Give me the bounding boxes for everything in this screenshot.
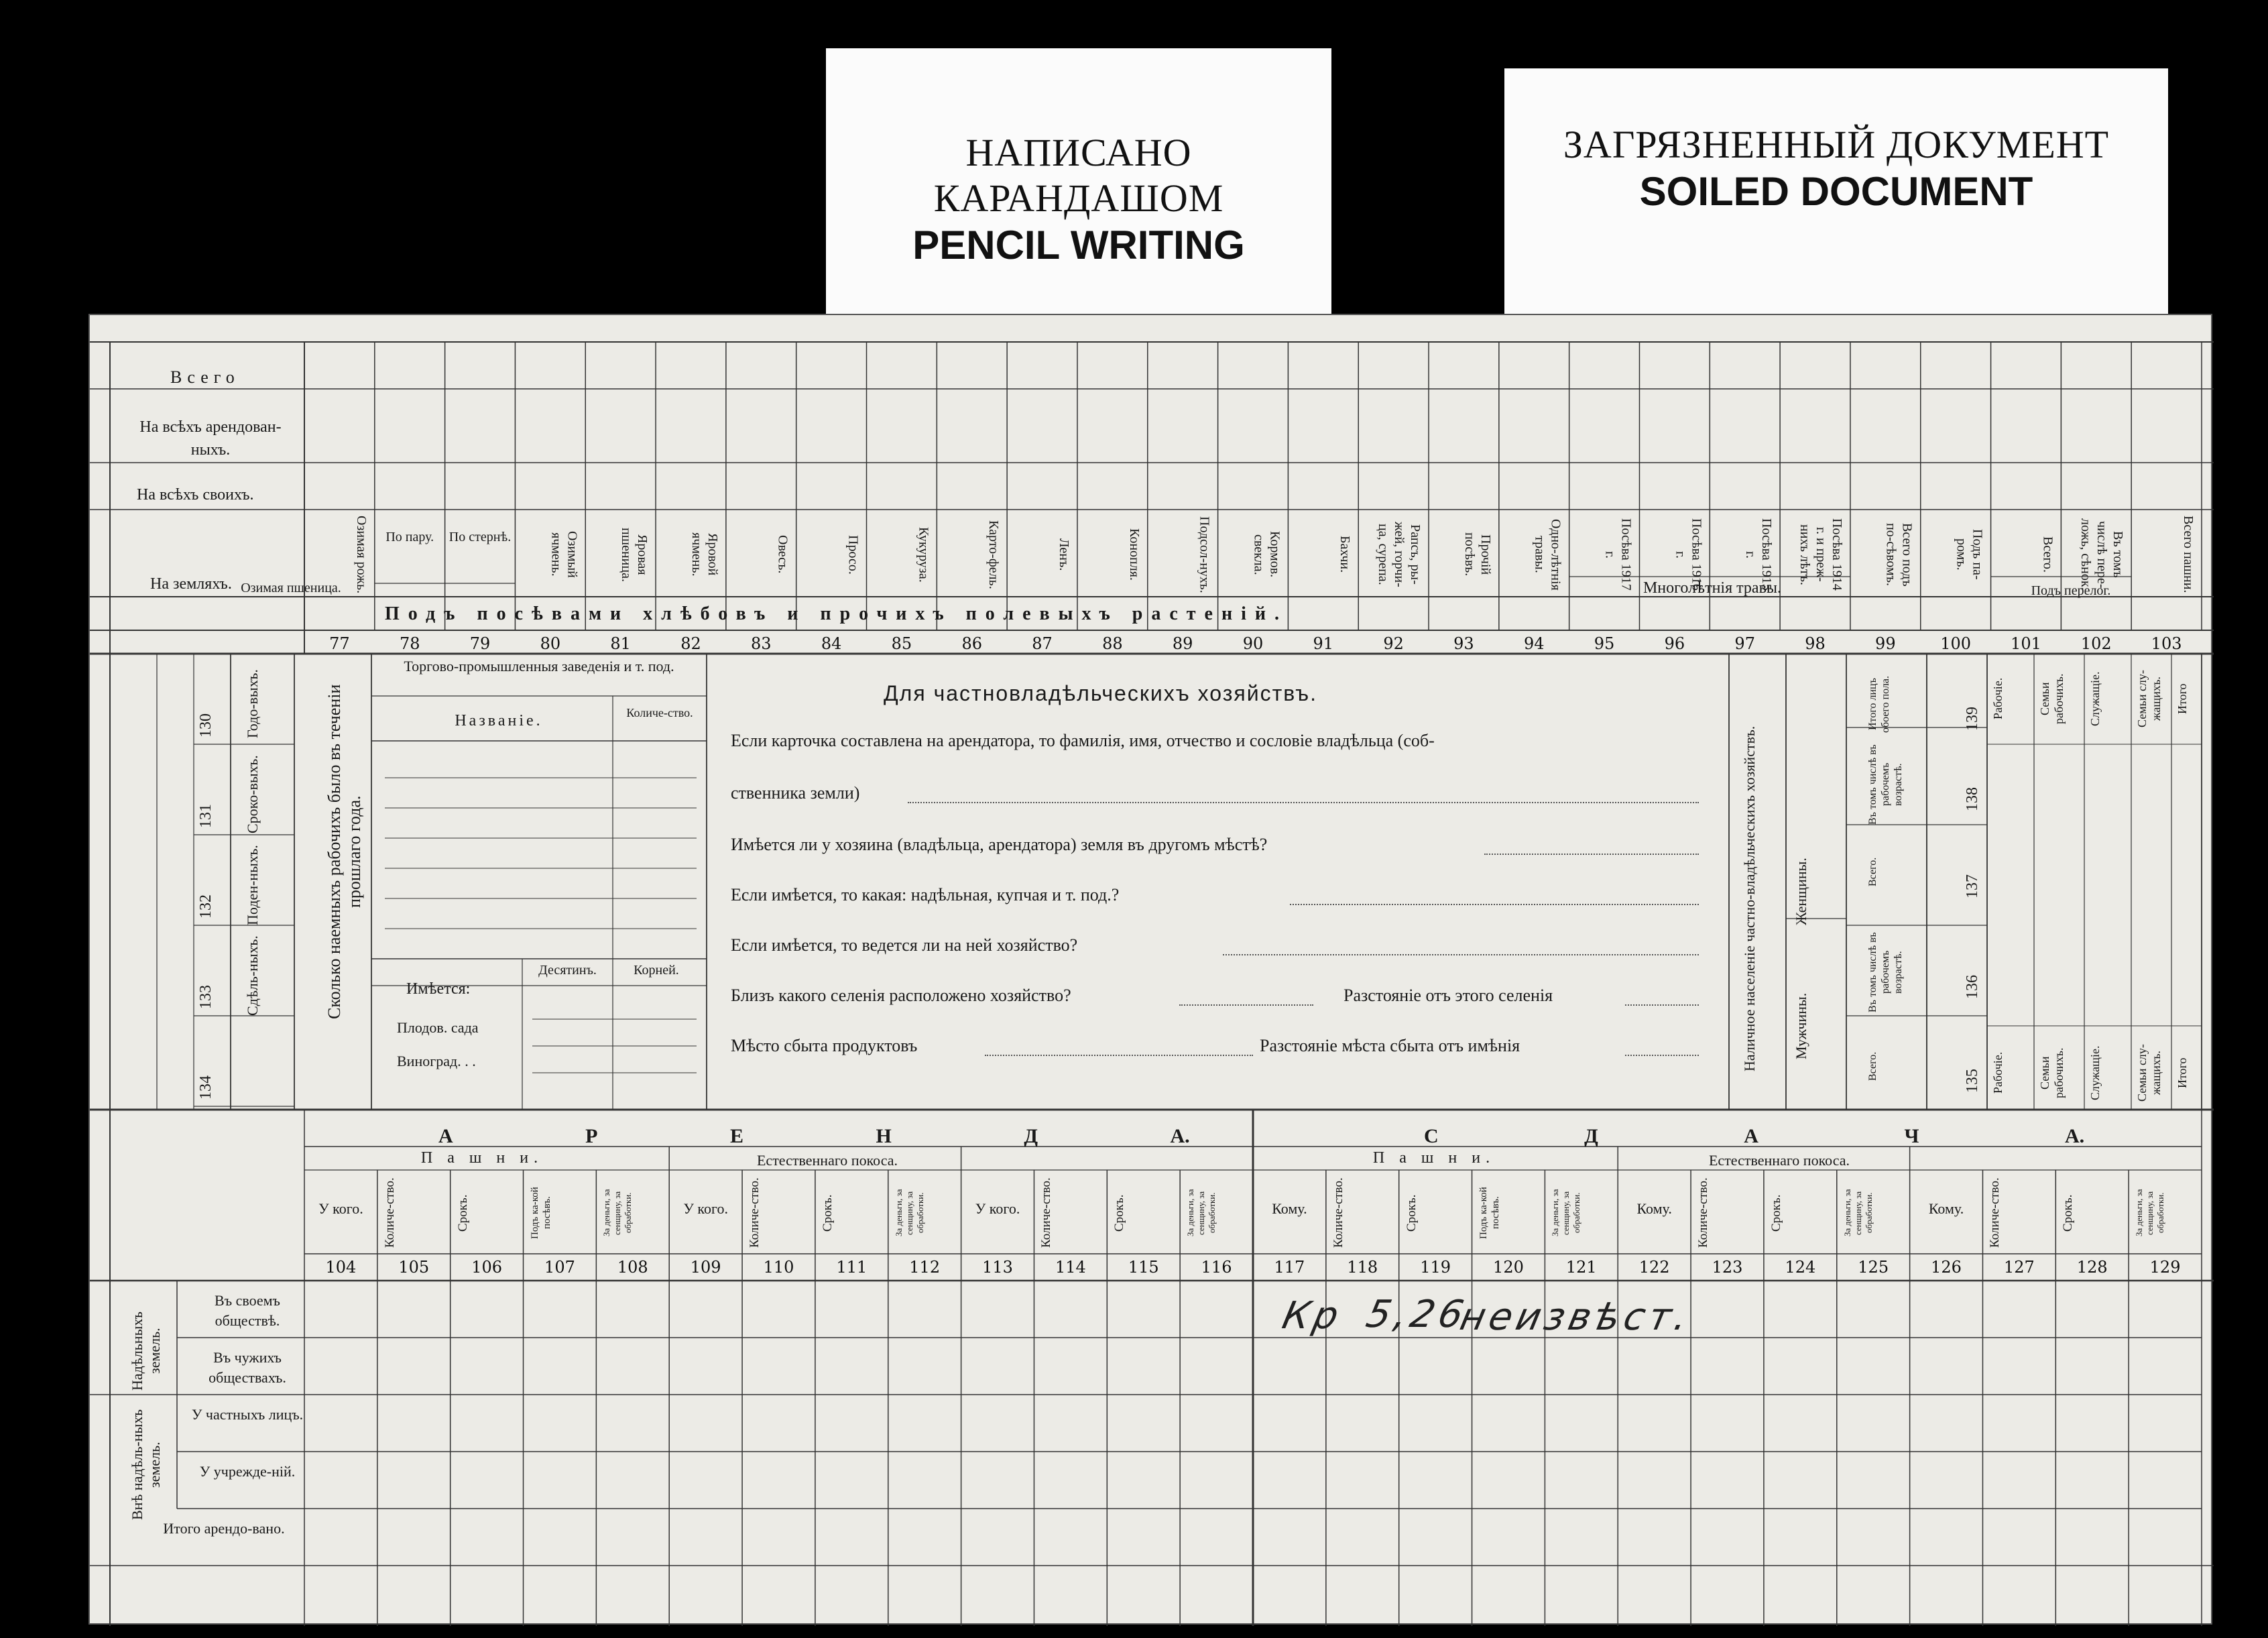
top-col-4: Озимый ячмень. — [548, 531, 580, 578]
bottom-num-125: 125 — [1858, 1258, 1889, 1277]
answer-line-2[interactable] — [1484, 854, 1699, 855]
sdacha-pokos: Естественнаго покоса. — [1708, 1152, 1850, 1169]
top-col-5: Яровая пшеница. — [619, 527, 650, 582]
top-num-82: 82 — [680, 634, 701, 653]
bottom-num-117: 117 — [1274, 1258, 1305, 1277]
top-col-8: Просо. — [845, 534, 861, 575]
bottom-col-11-kol: Количе-ство. — [1039, 1177, 1054, 1248]
top-col-2: По пару. — [385, 530, 434, 544]
bottom-num-105: 105 — [398, 1258, 430, 1277]
perelog-label: Подъ перелог. — [2031, 583, 2111, 598]
bottom-col-15-kol: Количе-ство. — [1331, 1177, 1346, 1248]
bottom-num-112: 112 — [909, 1258, 941, 1277]
question-owner-2: ственника земли) — [731, 783, 860, 803]
bottom-col-5-za_den: За деньги, за сенщину, за обработки. — [601, 1189, 634, 1237]
right-col-top-5: Итого — [2175, 683, 2189, 714]
desyat-header: Десятинъ. — [538, 963, 597, 978]
hired-col-num-132: 132 — [197, 894, 215, 919]
top-num-102: 102 — [2080, 634, 2112, 653]
bottom-num-123: 123 — [1712, 1258, 1743, 1277]
trade-qty-header: Количе-ство. — [626, 706, 693, 719]
right-col-bot-3: Служащіе. — [2088, 1045, 2102, 1100]
bottom-col-16-srok: Срокъ. — [1404, 1194, 1419, 1232]
top-col-22: Посѣва 1914 г. и преж-нихъ лѣтъ. — [1797, 518, 1844, 591]
trade-title: Торгово-промышленныя заведенія и т. под. — [404, 658, 674, 675]
top-num-101: 101 — [2011, 634, 2041, 653]
bottom-col-12-srok: Срокъ. — [1112, 1194, 1127, 1232]
bottom-col-18-za_den: За деньги, за сенщину, за обработки. — [1550, 1189, 1582, 1237]
bottom-num-116: 116 — [1201, 1258, 1232, 1277]
row-label-svoikh: На всѣхъ своихъ. — [137, 486, 254, 504]
row-uchrezhd: У учрежде-ній. — [199, 1463, 296, 1480]
hired-col-num-133: 133 — [197, 985, 215, 1009]
top-num-99: 99 — [1875, 634, 1896, 653]
bottom-num-119: 119 — [1420, 1258, 1451, 1277]
arenda-pashni: П а ш н и. — [420, 1149, 544, 1167]
bottom-num-124: 124 — [1785, 1258, 1816, 1277]
hired-col-130: Годо-выхъ. — [244, 669, 261, 739]
bottom-col-6-ukogo: У кого. — [683, 1200, 728, 1217]
bottom-col-4-pod_kakoy: Подъ ка-кой посѣвъ. — [529, 1187, 552, 1239]
top-num-87: 87 — [1032, 634, 1053, 653]
population-label: Наличное населеніе частно-владѣльческихъ хозяйствъ. — [1741, 725, 1758, 1071]
sdacha-title: С Д А Ч А. — [1424, 1125, 2085, 1147]
posev-band-title: Подъ посѣвами хлѣбовъ и прочихъ полевыхъ растеній. — [385, 603, 1289, 624]
vnenadel-label: Внѣ надѣль-ныхъ земель. — [129, 1409, 163, 1521]
top-num-91: 91 — [1313, 634, 1334, 653]
row-label-arend: На всѣхъ арендован-ныхъ. — [139, 418, 282, 459]
bottom-num-115: 115 — [1128, 1258, 1159, 1277]
answer-line-8[interactable] — [1625, 1055, 1699, 1056]
pop-col-num-136: 136 — [1964, 975, 1981, 999]
bottom-num-107: 107 — [544, 1258, 575, 1277]
pop-col-num-135: 135 — [1964, 1069, 1981, 1093]
right-col-top-4: Семьи слу-жащихъ. — [2135, 670, 2163, 727]
answer-line-7[interactable] — [985, 1055, 1253, 1056]
top-num-78: 78 — [399, 634, 420, 653]
top-num-88: 88 — [1102, 634, 1123, 653]
pop-col-139: Итого лицъ обоего пола. — [1867, 675, 1891, 733]
label-en-line: SOILED DOCUMENT — [1639, 169, 2033, 214]
top-col-11: Ленъ. — [1056, 538, 1071, 571]
question-village-distance: Разстояніе отъ этого селенія — [1344, 986, 1553, 1005]
top-col-16: Рапсъ, ры-жей, горчи-ца, сурепа. — [1376, 522, 1423, 587]
bottom-num-121: 121 — [1565, 1258, 1597, 1277]
question-other-land: Имѣется ли у хозяина (владѣльца, арендатора) земля въ другомъ мѣстѣ? — [731, 835, 1268, 854]
top-num-97: 97 — [1734, 634, 1755, 653]
bottom-col-21-srok: Срокъ. — [1769, 1194, 1783, 1232]
top-col-1: Озимая рожь. — [353, 515, 369, 594]
arenda-title: А Р Е Н Д А. — [438, 1125, 1190, 1147]
top-num-86: 86 — [961, 634, 982, 653]
bottom-col-9-za_den: За деньги, за сенщину, за обработки. — [893, 1189, 925, 1237]
top-num-77: 77 — [329, 634, 350, 653]
top-col-20: Посѣва 1916 г. — [1673, 518, 1704, 591]
pop-col-138: Въ томъ числѣ въ рабочемъ возрастѣ. — [1867, 744, 1904, 825]
mnogolet-label: Многолѣтнія травы. — [1643, 579, 1782, 597]
bottom-col-24-kol: Количе-ство. — [1988, 1177, 2003, 1248]
top-col-21: Посѣва 1915 г. — [1743, 518, 1775, 591]
has-title: Имѣется: — [406, 980, 471, 998]
soiled-document-label — [1504, 68, 2168, 335]
bottom-col-26-za_den: За деньги, за сенщину, за обработки. — [2134, 1189, 2166, 1237]
bottom-col-7-kol: Количе-ство. — [748, 1177, 762, 1248]
top-col-12: Конопля. — [1126, 528, 1142, 581]
top-col-7: Овесъ. — [775, 535, 790, 574]
hired-col-131: Сроко-выхъ. — [244, 755, 261, 834]
top-num-94: 94 — [1523, 634, 1545, 653]
right-col-bot-2: Семьи рабочихъ. — [2038, 1047, 2066, 1098]
top-col-10: Карто-фель. — [986, 520, 1002, 589]
pop-col-num-139: 139 — [1964, 707, 1981, 731]
top-col-18: Одно-лѣтнія травы. — [1532, 518, 1563, 591]
top-num-85: 85 — [891, 634, 912, 653]
top-num-92: 92 — [1383, 634, 1404, 653]
row-itogo: Итого арендо-вано. — [163, 1520, 285, 1537]
orchard-label: Плодов. сада — [397, 1019, 479, 1036]
top-col-19: Посѣва 1917 г. — [1602, 518, 1634, 591]
answer-line-6[interactable] — [1625, 1004, 1699, 1006]
bottom-num-127: 127 — [2003, 1258, 2035, 1277]
bottom-num-110: 110 — [763, 1258, 794, 1277]
bottom-col-3-srok: Срокъ. — [455, 1194, 470, 1232]
bottom-num-111: 111 — [836, 1258, 868, 1277]
top-num-100: 100 — [1940, 634, 1972, 653]
bottom-col-2-kol: Количе-ство. — [382, 1177, 397, 1248]
right-col-bot-1: Рабочіе. — [1991, 1051, 2005, 1094]
men-label: Мужчины. — [1793, 992, 1809, 1059]
top-num-81: 81 — [610, 634, 631, 653]
nadel-label: Надѣльныхъ земель. — [129, 1311, 163, 1391]
bottom-num-113: 113 — [982, 1258, 1013, 1277]
top-col-24: Подъ па-ромъ. — [1954, 529, 1985, 580]
bottom-col-20-kol: Количе-ство. — [1696, 1177, 1711, 1248]
bottom-col-13-za_den: За деньги, за сенщину, за обработки. — [1185, 1189, 1217, 1237]
bottom-num-104: 104 — [325, 1258, 357, 1277]
top-num-83: 83 — [751, 634, 772, 653]
pop-col-135: Всего. — [1867, 1051, 1878, 1081]
bottom-col-25-srok: Срокъ. — [2061, 1194, 2076, 1232]
vineyard-label: Виноград. . . — [397, 1053, 476, 1069]
row-label-zemlyakh: На земляхъ. — [150, 575, 232, 593]
bottom-col-19-komu: Кому. — [1636, 1200, 1672, 1217]
pop-col-num-137: 137 — [1964, 874, 1981, 898]
bottom-col-8-srok: Срокъ. — [820, 1194, 835, 1232]
bottom-num-114: 114 — [1055, 1258, 1086, 1277]
top-num-84: 84 — [821, 634, 842, 653]
top-col-6: Яровой ячмень. — [689, 532, 720, 577]
right-col-top-2: Семьи рабочихъ. — [2038, 673, 2066, 724]
bottom-col-22-za_den: За деньги, за сенщину, за обработки. — [1842, 1189, 1874, 1237]
bottom-num-126: 126 — [1931, 1258, 1962, 1277]
question-owner-1: Если карточка составлена на арендатора, то фамилія, имя, отчество и сословіе владѣльца (соб- — [731, 731, 1435, 750]
ozimaya-pshenitsa-label: Озимая пшеница. — [241, 581, 341, 595]
answer-line-1[interactable] — [908, 802, 1699, 803]
top-num-96: 96 — [1664, 634, 1685, 653]
top-col-15: Бахчи. — [1337, 536, 1353, 573]
right-col-top-3: Служащіе. — [2088, 671, 2102, 726]
question-market-distance: Разстояніе мѣста сбыта отъ имѣнія — [1260, 1036, 1520, 1055]
top-col-27: Всего пашни. — [2180, 516, 2196, 593]
top-col-17: Прочій посѣвъ. — [1461, 532, 1493, 577]
question-village: Близъ какого селенія расположено хозяйство? — [731, 986, 1071, 1005]
census-form-sheet — [88, 314, 2212, 1625]
top-num-80: 80 — [540, 634, 561, 653]
row-chastnykh: У частныхъ лицъ. — [191, 1406, 304, 1423]
bottom-col-14-komu: Кому. — [1272, 1200, 1307, 1217]
pop-col-136: Въ томъ числѣ въ рабочемъ возрастѣ. — [1867, 932, 1904, 1012]
row-svoem: Въ своемъ обществѣ. — [215, 1292, 280, 1329]
right-col-top-1: Рабочіе. — [1991, 677, 2005, 720]
row-label-vsego: Всего — [170, 367, 240, 387]
top-num-98: 98 — [1805, 634, 1826, 653]
top-col-3: По стернѣ. — [449, 530, 512, 544]
bottom-num-109: 109 — [690, 1258, 721, 1277]
hired-col-num-130: 130 — [197, 713, 215, 738]
bottom-col-23-komu: Кому. — [1928, 1200, 1964, 1217]
hired-col-133: Сдѣль-ныхъ. — [244, 935, 261, 1016]
hired-col-num-134: 134 — [197, 1075, 215, 1100]
pencil-writing-label — [826, 48, 1331, 330]
bottom-num-106: 106 — [471, 1258, 503, 1277]
label-ru-line1: НАПИСАНО — [965, 131, 1192, 174]
bottom-num-122: 122 — [1638, 1258, 1670, 1277]
question-farming: Если имѣется, то ведется ли на ней хозяйство? — [731, 935, 1078, 955]
bottom-num-128: 128 — [2076, 1258, 2108, 1277]
top-col-26: Въ томъ числѣ пере-ложь, сѣнок. — [2078, 518, 2126, 591]
bottom-col-17-pod_kakoy: Подъ ка-кой посѣвъ. — [1478, 1187, 1501, 1239]
question-market: Мѣсто сбыта продуктовъ — [731, 1036, 918, 1055]
sdacha-pashni: П а ш н и. — [1372, 1149, 1496, 1167]
top-col-9: Кукуруза. — [916, 526, 931, 583]
hired-col-132: Поден-ныхъ. — [244, 845, 261, 925]
top-num-103: 103 — [2151, 634, 2182, 653]
row-chuzhikh: Въ чужихъ обществахъ. — [208, 1349, 286, 1386]
handwriting-amount: 5,26 — [1362, 1293, 1472, 1336]
top-col-25: Всего. — [2040, 536, 2055, 573]
handwriting-unknown: неизвѣст. — [1456, 1295, 1695, 1339]
trade-name-header: Названіе. — [455, 712, 543, 729]
pop-col-num-138: 138 — [1964, 787, 1981, 811]
private-title: Для частновладѣльческихъ хозяйствъ. — [884, 681, 1318, 705]
top-num-90: 90 — [1242, 634, 1264, 653]
bottom-num-118: 118 — [1347, 1258, 1378, 1277]
bottom-col-10-ukogo: У кого. — [975, 1200, 1020, 1217]
top-col-23: Всего подъ по-сѣвомъ. — [1883, 522, 1915, 587]
label-ru-line2: КАРАНДАШОМ — [933, 176, 1224, 220]
hired-col-num-131: 131 — [197, 804, 215, 828]
label-en-line: PENCIL WRITING — [912, 223, 1245, 268]
right-col-bot-4: Семьи слу-жащихъ. — [2135, 1044, 2163, 1102]
bottom-num-108: 108 — [617, 1258, 648, 1277]
women-label: Женщины. — [1793, 858, 1809, 925]
top-col-14: Кормов. свекла. — [1251, 531, 1282, 578]
pop-col-137: Всего. — [1867, 857, 1878, 886]
question-land-type: Если имѣется, то какая: надѣльная, купчая и т. под.? — [731, 885, 1120, 904]
right-col-bot-5: Итого — [2175, 1057, 2189, 1088]
answer-line-5[interactable] — [1179, 1004, 1313, 1006]
top-num-95: 95 — [1594, 634, 1615, 653]
answer-line-4[interactable] — [1223, 954, 1699, 955]
top-num-79: 79 — [469, 634, 491, 653]
top-col-13: Подсол-нухъ. — [1197, 516, 1212, 593]
arenda-pokos: Естественнаго покоса. — [756, 1152, 898, 1169]
label-ru-line: ЗАГРЯЗНЕННЫЙ ДОКУМЕНТ — [1563, 123, 2110, 166]
korn-header: Корней. — [634, 963, 679, 978]
top-num-93: 93 — [1453, 634, 1474, 653]
bottom-num-120: 120 — [1493, 1258, 1524, 1277]
answer-line-3[interactable] — [1290, 904, 1699, 905]
bottom-num-129: 129 — [2149, 1258, 2181, 1277]
handwriting-kr: Кр — [1278, 1294, 1347, 1338]
top-num-89: 89 — [1172, 634, 1193, 653]
hired-workers-label: Сколько наемныхъ рабочихъ было въ теченіи прошлаго года. — [324, 684, 364, 1019]
bottom-col-1-ukogo: У кого. — [318, 1200, 363, 1217]
